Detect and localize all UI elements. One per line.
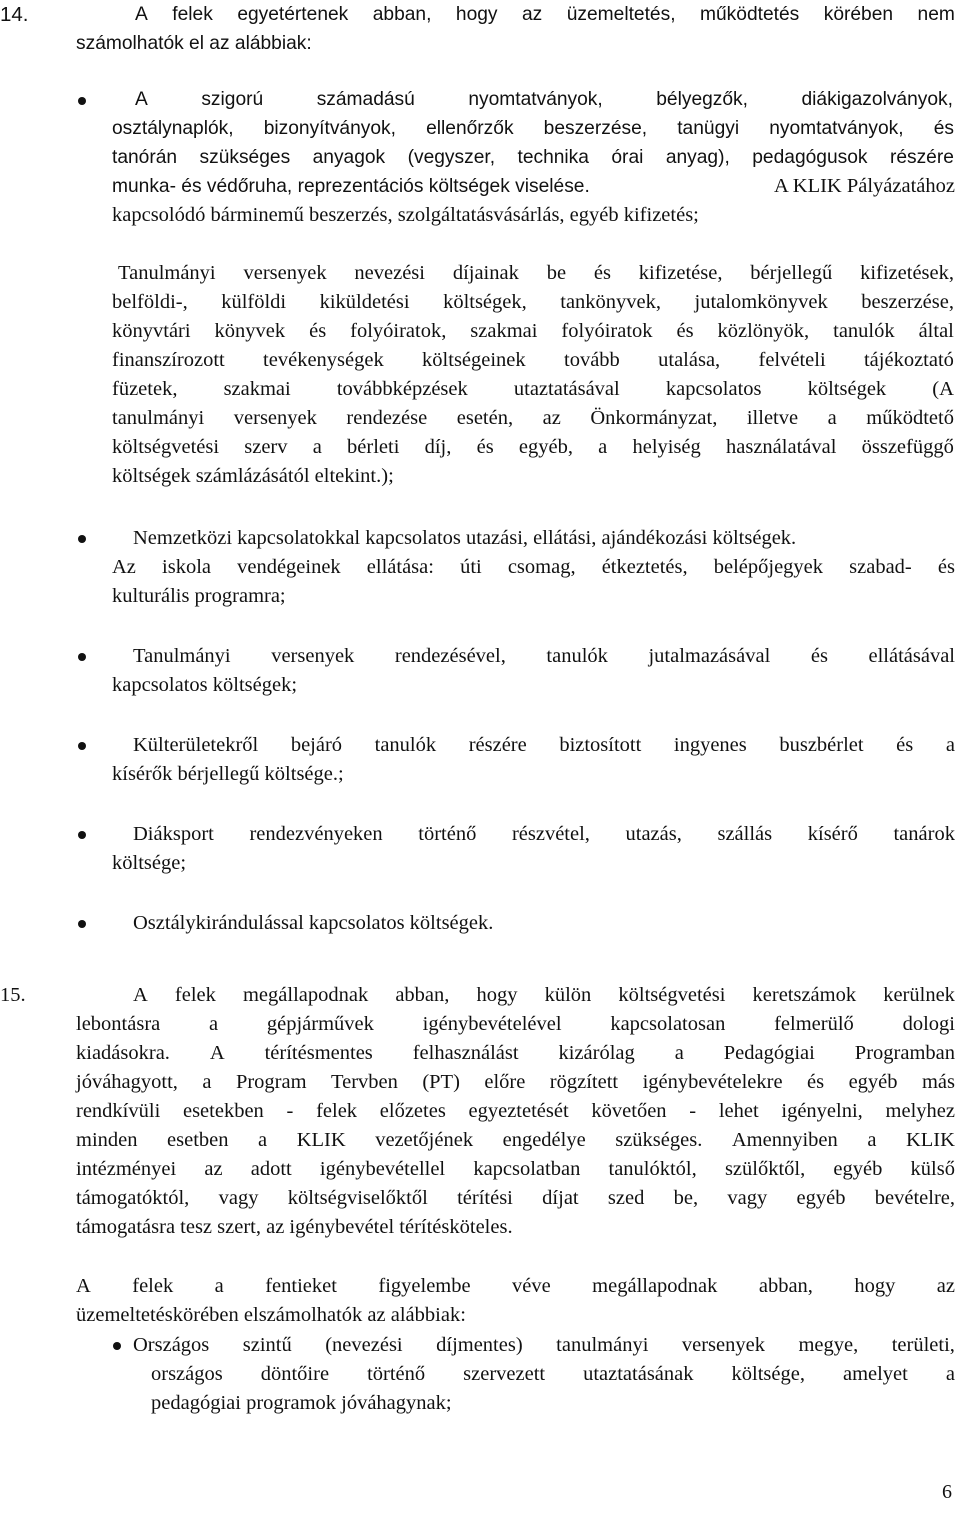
list-item-line: költsége; — [112, 852, 187, 874]
paragraph-line: költségek számlázásától eltekint.); — [112, 465, 394, 487]
paragraph-line: tanulmányi versenyek rendezése esetén, az Önkormányzat, illetve a működtető — [112, 407, 954, 429]
section-15-paragraph-line: A felek a fentieket figyelembe véve megállapodnak abban, hogy az — [76, 1275, 955, 1297]
bullet-icon — [78, 920, 86, 928]
list-item-line: Osztálykirándulással kapcsolatos költségek. — [133, 912, 494, 934]
list-item-line: Tanulmányi versenyek rendezésével, tanulók jutalmazásával és ellátásával — [133, 645, 955, 667]
list-item-line: Nemzetközi kapcsolatokkal kapcsolatos utazási, ellátási, ajándékozási költségek. — [133, 527, 797, 549]
list-item-line: Külterületekről bejáró tanulók részére biztosított ingyenes buszbérlet és a — [133, 734, 955, 756]
section-15-line: támogatásra tesz szert, az igénybevétel térítésköteles. — [76, 1216, 513, 1238]
paragraph-line: finanszírozott tevékenységek költségeinek tovább utalása, felvételi tájékoztató — [112, 349, 954, 371]
section-15-line: lebontásra a gépjárművek igénybevételével kapcsolatosan felmerülő dologi — [76, 1013, 955, 1035]
paragraph-line: belföldi-, külföldi kiküldetési költségek, tankönyvek, jutalomkönyvek beszerzése, — [112, 291, 954, 313]
section-14-intro-line: számolhatók el az alábbiak: — [76, 33, 312, 54]
list-item-line: osztálynaplók, bizonyítványok, ellenőrzők beszerzése, tanügyi nyomtatványok, és — [112, 118, 954, 139]
section-15-bullet-line: pedagógiai programok jóváhagynak; — [151, 1392, 452, 1414]
list-item-line: A szigorú számadású nyomtatványok, bélyegzők, diákigazolványok, — [135, 89, 953, 110]
paragraph-line: Tanulmányi versenyek nevezési díjainak be és kifizetése, bérjellegű kifizetések, — [118, 262, 954, 284]
section-15-bullet-line: Országos szintű (nevezési díjmentes) tanulmányi versenyek megye, területi, — [133, 1334, 955, 1356]
section-15-line: jóváhagyott, a Program Tervben (PT) előre rögzített igénybevételekre és egyéb más — [76, 1071, 955, 1093]
section-15-bullet-line: országos döntőire történő szervezett utaztatásának költsége, amelyet a — [151, 1363, 955, 1385]
bullet-icon — [78, 742, 86, 750]
section-15-line: támogatóktól, vagy költségviselőktől térítési díjat szed be, vagy egyéb bevételre, — [76, 1187, 955, 1209]
paragraph-line: költségvetési szerv a bérleti díj, és egyéb, a helyiség használatával összefüggő — [112, 436, 954, 458]
section-14-number: 14. — [0, 3, 29, 26]
section-15-line: intézményei az adott igénybevétellel kapcsolatban tanulóktól, szülőktől, egyéb külső — [76, 1158, 955, 1180]
list-item-line: kapcsolatos költségek; — [112, 674, 298, 696]
list-item-line — [112, 172, 955, 201]
section-15-line: minden esetben a KLIK vezetőjének engedélye szükséges. Amennyiben a KLIK — [76, 1129, 955, 1151]
list-item-line: Az iskola vendégeinek ellátása: úti csomag, étkeztetés, belépőjegyek szabad- és — [112, 556, 955, 578]
section-15-line: A felek megállapodnak abban, hogy külön költségvetési keretszámok kerülnek — [133, 984, 955, 1006]
bullet-icon — [78, 97, 86, 105]
section-14-intro-line: A felek egyetértenek abban, hogy az üzemeltetés, működtetés körében nem — [135, 4, 955, 25]
section-15-line: kiadásokra. A térítésmentes felhasználást kizárólag a Pedagógiai Programban — [76, 1042, 955, 1064]
bullet-icon — [113, 1342, 121, 1350]
list-item-text-sans: munka- és védőruha, reprezentációs költségek viselése. — [112, 176, 590, 197]
list-item-line: kulturális programra; — [112, 585, 286, 607]
list-item-line: tanórán szükséges anyagok (vegyszer, technika órai anyag), pedagógusok részére — [112, 147, 954, 168]
section-15-line: rendkívüli esetekben - felek előzetes egyeztetését követően - lehet igényelni, melyhez — [76, 1100, 955, 1122]
list-item-text-serif: A KLIK Pályázatához — [773, 175, 955, 197]
list-item-line: Diáksport rendezvényeken történő részvétel, utazás, szállás kísérő tanárok — [133, 823, 955, 845]
paragraph-line: füzetek, szakmai továbbképzések utaztatásával kapcsolatos költségek (A — [112, 378, 954, 400]
bullet-icon — [78, 535, 86, 543]
section-15-number: 15. — [0, 984, 26, 1006]
page-number: 6 — [942, 1481, 952, 1503]
paragraph-line: könyvtári könyvek és folyóiratok, szakmai folyóiratok és közlönyök, tanulók által — [112, 320, 954, 342]
bullet-icon — [78, 653, 86, 661]
list-item-line: kísérők bérjellegű költsége.; — [112, 763, 344, 785]
list-item-line: kapcsolódó bárminemű beszerzés, szolgáltatásvásárlás, egyéb kifizetés; — [112, 204, 699, 226]
section-15-paragraph-line: üzemeltetéskörében elszámolhatók az alábbiak: — [76, 1304, 466, 1326]
bullet-icon — [78, 831, 86, 839]
